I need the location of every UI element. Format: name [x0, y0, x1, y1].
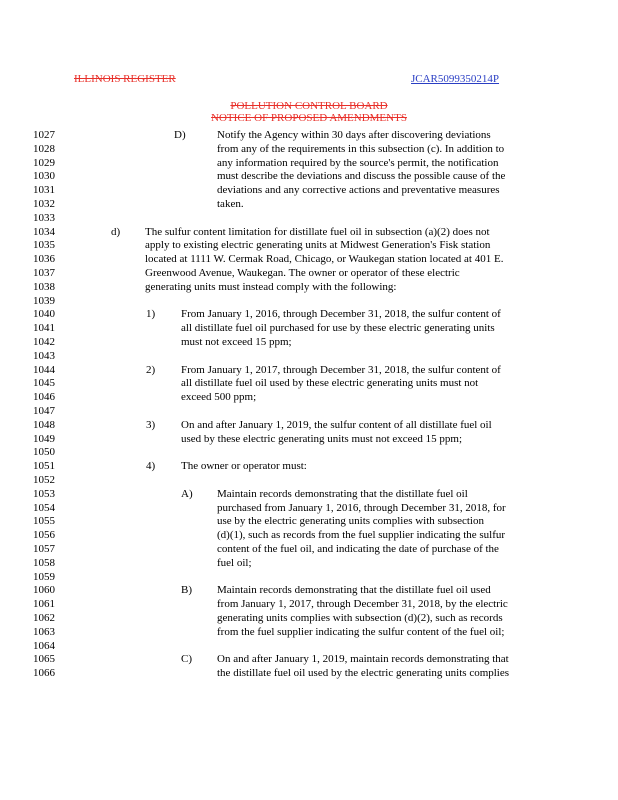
- paragraph-text-line: apply to existing electric generating units at Midwest Generation's Fisk station: [145, 239, 491, 252]
- paragraph-label: d): [111, 225, 121, 238]
- line-number: 1034: [33, 225, 55, 238]
- line-number: 1045: [33, 377, 55, 390]
- line-number: 1060: [33, 584, 55, 597]
- paragraph-text-line: On and after January 1, 2019, the sulfur content of all distillate fuel oil: [181, 418, 492, 431]
- line-number: 1039: [33, 294, 55, 307]
- line-number: 1037: [33, 267, 55, 279]
- paragraph-text-line: any information required by the source's permit, the notification: [217, 156, 499, 169]
- paragraph-label: C): [181, 653, 192, 666]
- line-number: 1042: [33, 336, 55, 348]
- line-number: 1028: [33, 142, 55, 155]
- line-number: 1036: [33, 253, 55, 266]
- paragraph-label: A): [181, 487, 193, 500]
- paragraph-label: 1): [146, 308, 156, 321]
- paragraph-text-line: The sulfur content limitation for distillate fuel oil in subsection (a)(2) does not: [145, 225, 490, 238]
- paragraph-text-line: from any of the requirements in this subsection (c). In addition to: [217, 142, 505, 155]
- line-number: 1027: [33, 129, 55, 141]
- paragraph-text-line: all distillate fuel oil used by these electric generating units must not: [181, 377, 479, 390]
- line-number: 1048: [33, 418, 55, 431]
- line-number: 1058: [33, 556, 55, 569]
- paragraph-text-line: content of the fuel oil, and indicating the date of purchase of the: [217, 543, 499, 555]
- line-number: 1030: [33, 170, 55, 183]
- line-number: 1043: [33, 349, 55, 362]
- paragraph-text-line: located at 1111 W. Cermak Road, Chicago, or Waukegan station located at 401 E.: [145, 253, 504, 266]
- paragraph-text-line: from January 1, 2017, through December 31, 2018, by the electric: [217, 598, 508, 611]
- line-number: 1032: [33, 198, 55, 210]
- line-number: 1033: [33, 211, 55, 224]
- line-number: 1051: [33, 460, 55, 473]
- header-agency: POLLUTION CONTROL BOARD: [230, 100, 388, 112]
- paragraph-text-line: use by the electric generating units complies with subsection: [217, 515, 484, 528]
- paragraph-label: 4): [146, 460, 156, 473]
- line-number: 1062: [33, 612, 55, 624]
- paragraph-text-line: exceed 500 ppm;: [181, 391, 257, 404]
- line-number: 1054: [33, 501, 55, 514]
- paragraph-text-line: Greenwood Avenue, Waukegan. The owner or operator of these electric: [145, 267, 460, 279]
- paragraph-text-line: From January 1, 2017, through December 31, 2018, the sulfur content of: [181, 363, 501, 376]
- line-number: 1044: [33, 363, 55, 376]
- paragraph-text-line: The owner or operator must:: [181, 460, 307, 473]
- paragraph-text-line: must not exceed 15 ppm;: [181, 336, 292, 348]
- line-number: 1040: [33, 308, 55, 321]
- line-number: 1056: [33, 529, 55, 542]
- paragraph-text-line: Maintain records demonstrating that the distillate fuel oil: [217, 487, 468, 500]
- line-number: 1063: [33, 625, 55, 638]
- paragraph-text-line: used by these electric generating units must not exceed 15 ppm;: [181, 432, 463, 445]
- paragraph-text-line: the distillate fuel oil used by the electric generating units complies: [217, 667, 510, 680]
- paragraph-text-line: From January 1, 2016, through December 31, 2018, the sulfur content of: [181, 308, 501, 321]
- line-number: 1041: [33, 322, 55, 335]
- paragraph-text-line: from the fuel supplier indicating the sulfur content of the fuel oil;: [217, 625, 505, 638]
- paragraph-label: D): [174, 129, 186, 141]
- paragraph-text-line: all distillate fuel oil purchased for use by these electric generating units: [181, 322, 495, 335]
- line-number: 1052: [33, 474, 55, 486]
- line-number: 1035: [33, 239, 55, 252]
- header-notice-title: NOTICE OF PROPOSED AMENDMENTS: [211, 112, 407, 124]
- line-number: 1038: [33, 280, 55, 293]
- header-journal-name: ILLINOIS REGISTER: [74, 73, 176, 85]
- line-number: 1059: [33, 570, 55, 583]
- line-number: 1055: [33, 515, 55, 528]
- paragraph-label: 2): [146, 363, 156, 376]
- line-number: 1047: [33, 405, 55, 417]
- paragraph-text-line: must describe the deviations and discuss the possible cause of the: [217, 170, 506, 183]
- paragraph-text-line: taken.: [217, 198, 244, 210]
- line-number: 1049: [33, 432, 55, 445]
- paragraph-text-line: deviations and any corrective actions and preventative measures: [217, 184, 500, 197]
- paragraph-text-line: On and after January 1, 2019, maintain records demonstrating that: [217, 653, 509, 666]
- line-number: 1064: [33, 639, 55, 652]
- line-number: 1029: [33, 156, 55, 169]
- paragraph-text-line: (d)(1), such as records from the fuel supplier indicating the sulfur: [217, 529, 506, 542]
- paragraph-text-line: Maintain records demonstrating that the distillate fuel oil used: [217, 584, 491, 597]
- line-number: 1066: [33, 667, 55, 680]
- line-number: 1050: [33, 446, 55, 459]
- paragraph-text-line: purchased from January 1, 2016, through December 31, 2018, for: [217, 501, 506, 514]
- header-document-id[interactable]: JCAR5099350214P: [411, 73, 500, 85]
- paragraph-text-line: fuel oil;: [217, 556, 252, 569]
- paragraph-text-line: generating units complies with subsection (d)(2), such as records: [217, 612, 503, 624]
- line-number: 1031: [33, 184, 55, 197]
- paragraph-label: 3): [146, 418, 156, 431]
- line-number: 1046: [33, 391, 55, 404]
- line-number: 1053: [33, 487, 55, 500]
- paragraph-text-line: generating units must instead comply with the following:: [145, 280, 397, 293]
- line-number: 1057: [33, 543, 55, 555]
- paragraph-label: B): [181, 584, 192, 597]
- line-number: 1061: [33, 598, 55, 611]
- paragraph-text-line: Notify the Agency within 30 days after discovering deviations: [217, 129, 491, 141]
- line-number: 1065: [33, 653, 55, 666]
